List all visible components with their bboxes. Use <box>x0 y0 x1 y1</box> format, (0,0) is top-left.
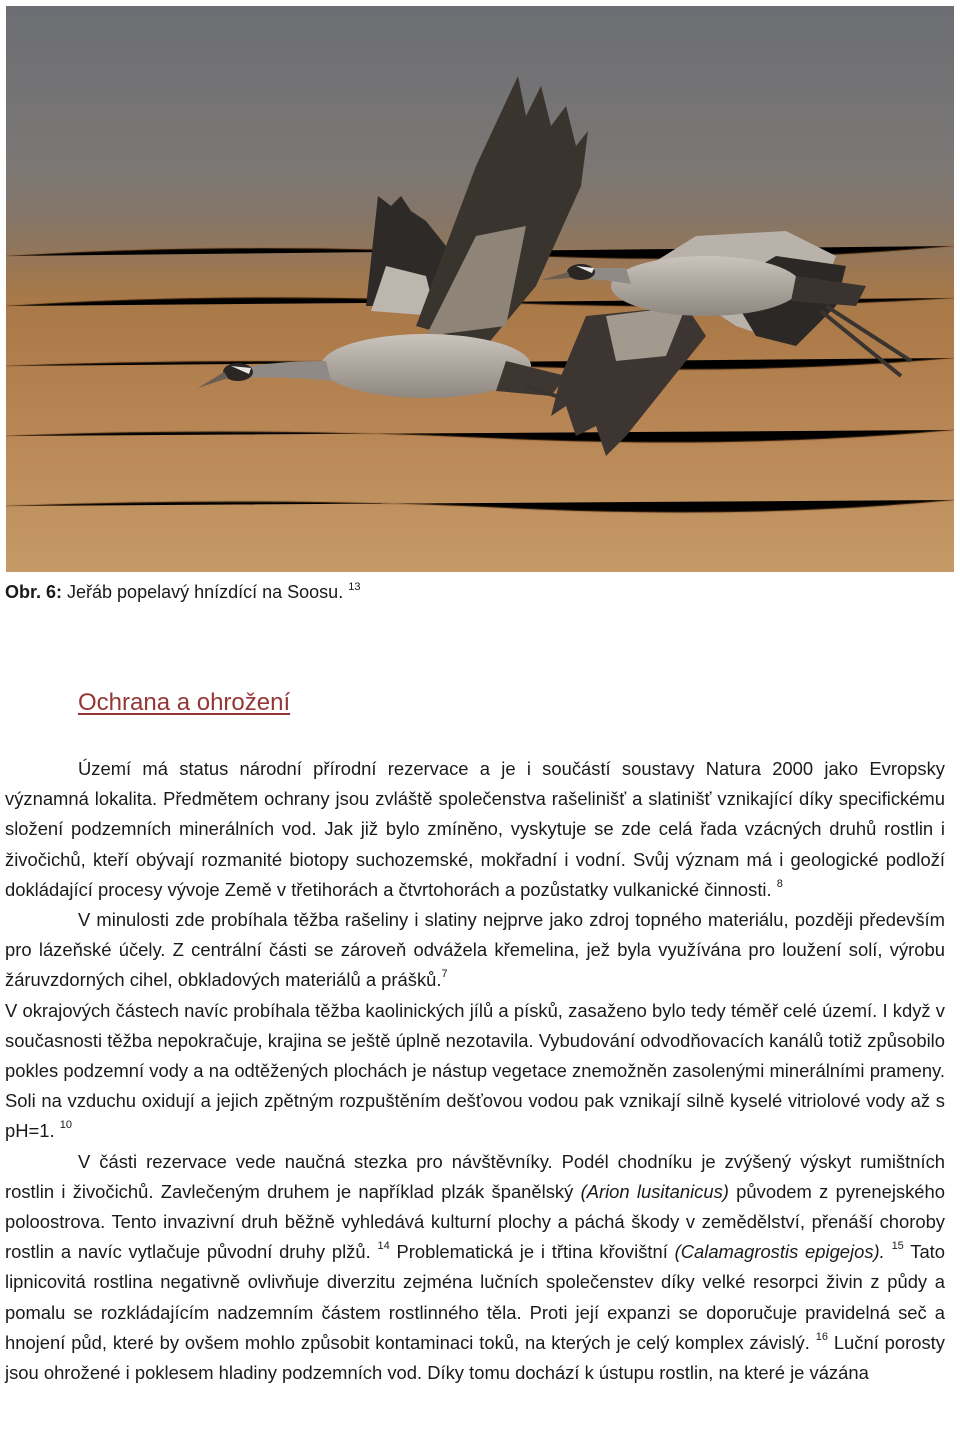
caption-reference: 13 <box>348 581 361 593</box>
footnote-ref: 10 <box>59 1119 72 1132</box>
paragraph <box>5 1147 945 1389</box>
body-text <box>5 754 945 1388</box>
figure-caption <box>5 578 360 606</box>
paragraph-text: Území má status národní přírodní rezervace a je i součástí soustavy Natura 2000 jako Evropsky významná lokalita. Předmětem ochrany jsou zvláště společenstva rašelinišť a slatinišť vznikající díky specifickému složení podzemních minerálních vod. Jak již bylo zmíněno, vyskytuje se zde celá řada vzácných druhů rostlin i živočichů, kteří obývají rozmanité biotopy suchozemské, mokřadní i vodní. Svůj význam má i geologické podloží dokládající procesy vývoje Země v třetihorách a čtvrtohorách a pozůstatky vulkanické činnosti. <box>5 758 945 900</box>
paragraph <box>5 996 945 1147</box>
species-name: (Arion lusitanicus) <box>580 1180 729 1202</box>
section-heading: Ochrana a ohrožení <box>78 689 291 716</box>
crane-photo-illustration <box>6 6 954 572</box>
caption-label: Obr. 6: <box>5 582 63 602</box>
species-name: (Calamagrostis epigejos). <box>674 1241 885 1263</box>
paragraph-text: V okrajových částech navíc probíhala těžba kaolinických jílů a písků, zasaženo bylo tedy téměř celé území. I když v současnosti těžba nepokračuje, krajina se ještě úplně nezotavila. Vybudování odvodňovacích kanálů totiž způsobilo pokles podzemní vody a na odtěžených plochách je nástup vegetace znemožněn zasolenými minerálními prameny. Soli na vzduchu oxidují a jejich zpětným rozpuštěním dešťovou vodou pak vznikají silně kyselé vitriolové vody až s pH=1. <box>5 999 945 1142</box>
crane-photo <box>6 6 954 572</box>
paragraph <box>5 905 945 996</box>
footnote-ref: 14 <box>377 1240 390 1253</box>
paragraph-text: V části rezervace vede naučná stezka pro návštěvníky. Podél chodníku je zvýšený výskyt rumištních rostlin i živočichů. Zavlečeným druhem je například plzák španělský <box>5 1150 945 1202</box>
paragraph-text: V minulosti zde probíhala těžba rašeliny i slatiny nejprve jako zdroj topného materiálu, později především pro lázeňské účely. Z centrální části se zároveň odvážela křemelina, jež byla využívána pro loužení solí, výrobu žáruvzdorných cihel, obkladových materiálů a prášků. <box>5 909 945 991</box>
footnote-ref: 15 <box>891 1240 904 1253</box>
paragraph-text: Luční porosty jsou ohrožené i poklesem hladiny podzemních vod. Díky tomu dochází k ústupu rostlin, na které je vázána <box>5 1331 945 1384</box>
paragraph-text: původem z pyrenejského poloostrova. Tento invazivní druh běžně vyhledává kulturní plochy a páchá škody v zemědělství, přenáší choroby rostlin a navíc vytlačuje původní druhy plžů. <box>5 1180 945 1263</box>
footnote-ref: 16 <box>815 1330 828 1343</box>
paragraph-text: Tato lipnicovitá rostlina negativně ovlivňuje diverzitu zejména lučních společenstev díky velké resorpci živin z půdy a pomalu se rozkládajícím nadzemním částem rostlinného těla. Proti její expanzi se doporučuje pravidelná seč a hnojení půd, které by ovšem mohlo způsobit kontaminaci toků, na kterých je celý komplex závislý. <box>5 1241 946 1353</box>
paragraph <box>5 754 945 905</box>
caption-text: Jeřáb popelavý hnízdící na Soosu. <box>62 582 349 602</box>
paragraph-text <box>885 1241 892 1262</box>
footnote-ref: 8 <box>776 877 783 890</box>
footnote-ref: 7 <box>441 968 448 981</box>
paragraph-text: Problematická je i třtina křovištní <box>389 1241 675 1263</box>
